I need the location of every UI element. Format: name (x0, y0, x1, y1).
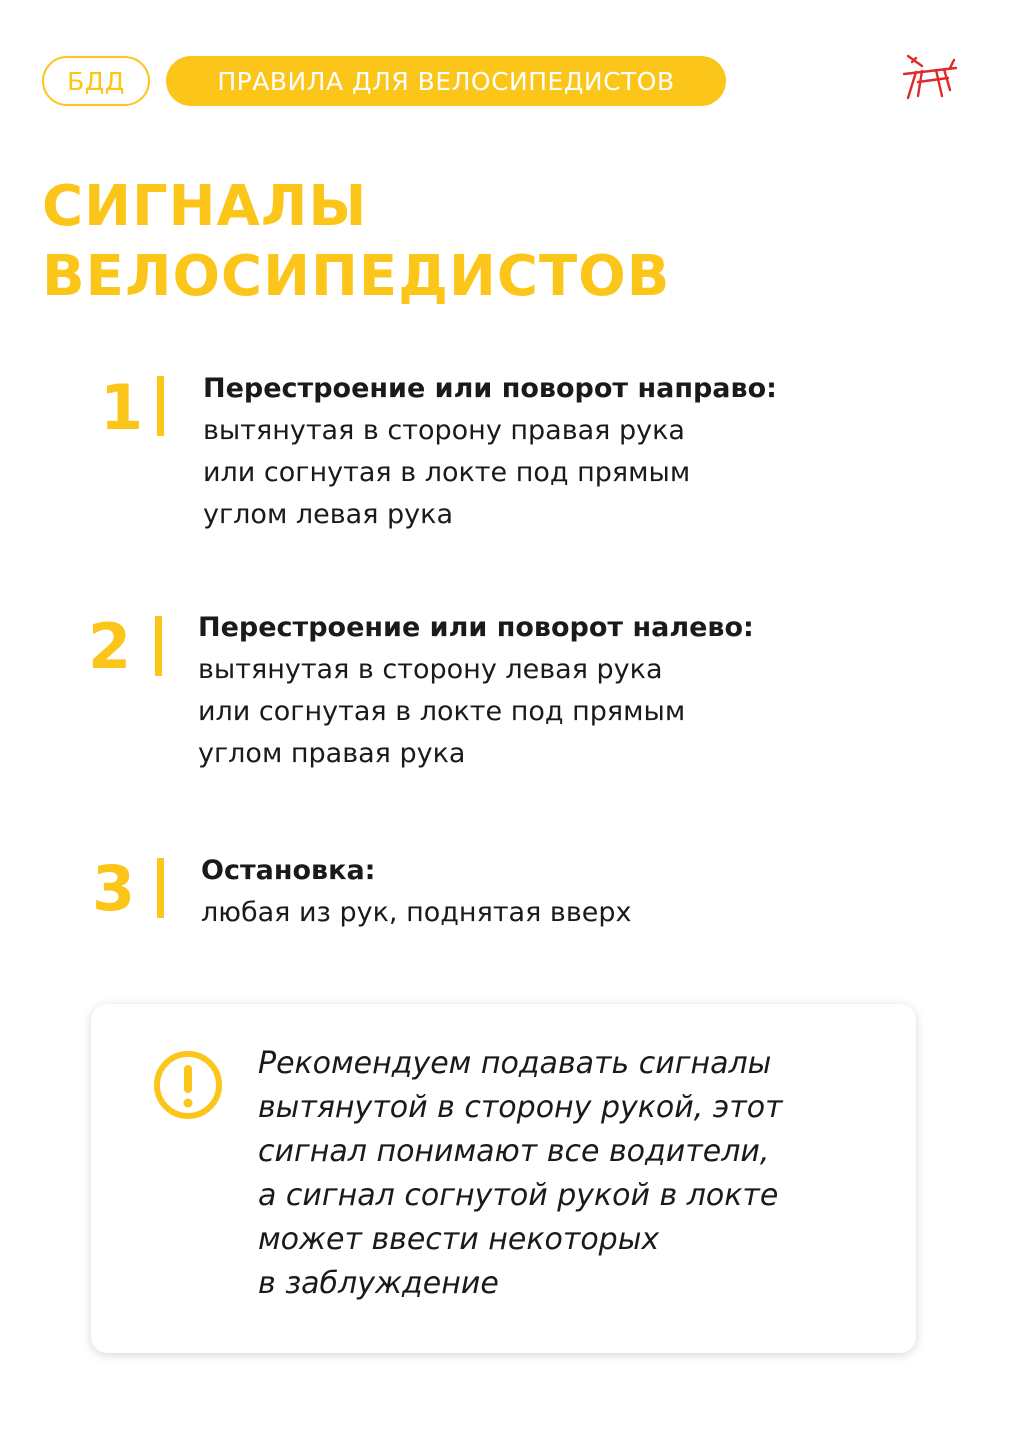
recommendation-line: Рекомендуем подавать сигналы (258, 1046, 772, 1081)
item-number: 1 (100, 371, 144, 444)
item-divider (157, 376, 164, 436)
tag-bdd (42, 56, 150, 106)
recommendation-box (91, 1004, 916, 1353)
recommendation-line: может ввести некоторых (258, 1222, 660, 1257)
tag-bdd-label: БДД (67, 66, 125, 96)
recommendation-line: сигнал понимают все водители, (258, 1134, 770, 1169)
item-text (201, 850, 631, 934)
page-title-line1: СИГНАЛЫ (42, 174, 368, 239)
item-body-line: вытянутая в сторону левая рука (198, 654, 663, 685)
item-text (203, 368, 777, 536)
page-title (42, 172, 670, 312)
tag-section-label: ПРАВИЛА ДЛЯ ВЕЛОСИПЕДИСТОВ (217, 66, 675, 96)
item-body-line: или согнутая в локте под прямым (198, 696, 686, 727)
recommendation-line: вытянутой в сторону рукой, этот (258, 1090, 783, 1125)
item-body-line: углом правая рука (198, 738, 466, 769)
item-text (198, 607, 754, 775)
item-divider (155, 616, 162, 676)
item-body-line: вытянутая в сторону правая рука (203, 415, 685, 446)
exclamation-circle-icon (153, 1050, 223, 1120)
bicycle-logo-icon (898, 52, 960, 102)
item-body-line: или согнутая в локте под прямым (203, 457, 691, 488)
item-heading: Перестроение или поворот налево: (198, 612, 754, 643)
item-divider (157, 858, 164, 918)
item-number: 3 (92, 852, 136, 925)
recommendation-line: а сигнал согнутой рукой в локте (258, 1178, 779, 1213)
item-number: 2 (88, 610, 132, 683)
item-body-line: углом левая рука (203, 499, 454, 530)
item-heading: Остановка: (201, 855, 376, 886)
page-title-line2: ВЕЛОСИПЕДИСТОВ (42, 244, 671, 309)
tag-section (166, 56, 726, 106)
recommendation-text (258, 1042, 878, 1306)
item-heading: Перестроение или поворот направо: (203, 373, 777, 404)
recommendation-line: в заблуждение (258, 1266, 499, 1301)
item-body-line: любая из рук, поднятая вверх (201, 897, 632, 928)
